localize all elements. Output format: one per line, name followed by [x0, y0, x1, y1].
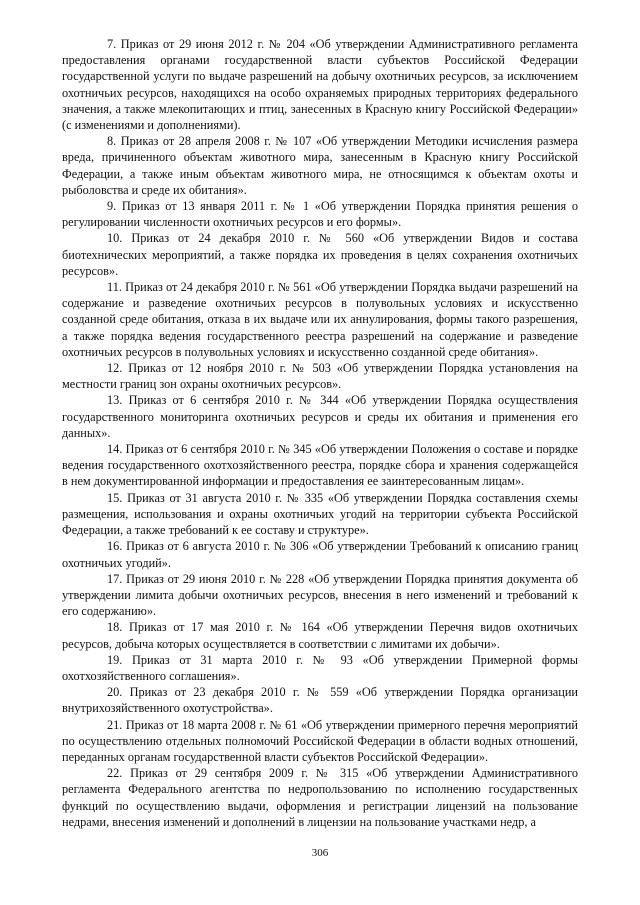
list-item: [62, 133, 578, 198]
list-item: [62, 765, 578, 830]
item-text: Приказ от 29 июня 2012 г. № 204 «Об утверждении Административного регламента предоставления органами государственной власти субъектов Российской Федерации государственной услуги по выдаче разрешений на добычу охотничьих ресурсов, за исключением охотничьих ресурсов, находящихся на особо охраняемых природных территориях федерального значения, а также млекопитающих и птиц, занесенных в Красную книгу Российской Федерации» (с изменениями и дополнениями).: [62, 37, 579, 133]
item-number: 9.: [107, 199, 117, 214]
list-item: [62, 360, 578, 392]
list-item: [62, 392, 578, 441]
list-item: [62, 36, 578, 133]
item-number: 15.: [107, 490, 123, 505]
list-item: [62, 490, 578, 539]
list-item: [62, 652, 578, 684]
item-text: Приказ от 17 мая 2010 г. № 164 «Об утверждении Перечня видов охотничьих ресурсов, добыча которых осуществляется в соответствии с лимитами их добычи».: [62, 620, 579, 651]
item-text: Приказ от 24 декабря 2010 г. № 561 «Об утверждении Порядка выдачи разрешений на содержание и разведение охотничьих ресурсов в полувольных условиях и искусственно созданной среде обитания, отказа в их выдаче или их аннулирования, формы такого разрешения, а также порядка ведения государственного реестра разрешений на содержание и разведение охотничьих ресурсов в полувольных условиях и искусственно созданной среде обитания».: [62, 280, 578, 359]
item-number: 14.: [107, 442, 123, 457]
item-number: 8.: [107, 134, 117, 149]
list-item: [62, 538, 578, 570]
item-number: 20.: [107, 685, 123, 700]
list-item: [62, 684, 578, 716]
item-text: Приказ от 6 августа 2010 г. № 306 «Об утверждении Требований к описанию границ охотничьих угодий».: [62, 539, 578, 570]
item-text: Приказ от 23 декабря 2010 г. № 559 «Об утверждении Порядка организации внутрихозяйственного охотустройства».: [62, 685, 578, 716]
item-number: 13.: [107, 393, 123, 408]
item-number: 21.: [107, 717, 123, 732]
item-number: 16.: [107, 539, 123, 554]
item-number: 10.: [107, 231, 123, 246]
item-text: Приказ от 6 сентября 2010 г. № 344 «Об утверждении Порядка осуществления государственного мониторинга охотничьих ресурсов и среды их обитания и применения его данных».: [62, 393, 578, 440]
order-list: [62, 36, 578, 830]
list-item: [62, 230, 578, 279]
item-number: 18.: [107, 620, 123, 635]
item-text: Приказ от 29 сентября 2009 г. № 315 «Об утверждении Административного регламента Федерального агентства по недропользованию по исполнению государственных функций по осуществлению выдачи, оформления и регистрации лицензий на пользование недрами, внесения изменений и дополнений в лицензии на пользование участками недр, а: [62, 766, 578, 829]
item-number: 12.: [107, 361, 123, 376]
item-text: Приказ от 29 июня 2010 г. № 228 «Об утверждении Порядка принятия документа об утверждении лимита добычи охотничьих ресурсов, внесения в него изменений и требований к его содержанию».: [62, 571, 578, 619]
item-number: 7.: [107, 37, 117, 51]
list-item: [62, 441, 578, 490]
item-text: Приказ от 31 августа 2010 г. № 335 «Об утверждении Порядка составления схемы размещения, использования и охраны охотничьих угодий на территории субъекта Российской Федерации, а также требований к ее составу и структуре».: [62, 490, 578, 538]
item-text: Приказ от 31 марта 2010 г. № 93 «Об утверждении Примерной формы охотхозяйственного соглашения».: [62, 652, 578, 683]
item-number: 19.: [107, 652, 123, 667]
list-item: [62, 198, 578, 230]
item-number: 17.: [107, 571, 123, 586]
item-text: Приказ от 13 января 2011 г. № 1 «Об утверждении Порядка принятия решения о регулировании численности охотничьих ресурсов и его формы».: [62, 199, 578, 230]
item-text: Приказ от 12 ноября 2010 г. № 503 «Об утверждении Порядка установления на местности границ зон охраны охотничьих ресурсов».: [62, 361, 578, 392]
item-text: Приказ от 6 сентября 2010 г. № 345 «Об утверждении Положения о составе и порядке ведения государственного охотхозяйственного реестра, порядке сбора и хранения содержащейся в нем документированной информации и предоставления ее заинтересованным лицам».: [62, 442, 578, 489]
list-item: [62, 619, 578, 651]
list-item: [62, 717, 578, 766]
item-text: Приказ от 24 декабря 2010 г. № 560 «Об утверждении Видов и состава биотехнических мероприятий, а также порядка их проведения в целях сохранения охотничьих ресурсов».: [62, 231, 578, 278]
item-text: Приказ от 18 марта 2008 г. № 61 «Об утверждении примерного перечня мероприятий по осуществлению отдельных полномочий Российской Федерации в области водных отношений, переданных органам государственной власти субъектов Российской Федерации».: [62, 717, 579, 764]
item-text: Приказ от 28 апреля 2008 г. № 107 «Об утверждении Методики исчисления размера вреда, причиненного объектам животного мира, занесенным в Красную книгу Российской Федерации, а также иным объектам животного мира, не относящимся к объектам охоты и рыболовства и среде их обитания».: [62, 134, 578, 197]
item-number: 22.: [107, 766, 123, 781]
list-item: [62, 279, 578, 360]
page-number: 306: [311, 847, 329, 859]
item-number: 11.: [107, 280, 122, 295]
list-item: [62, 571, 578, 620]
